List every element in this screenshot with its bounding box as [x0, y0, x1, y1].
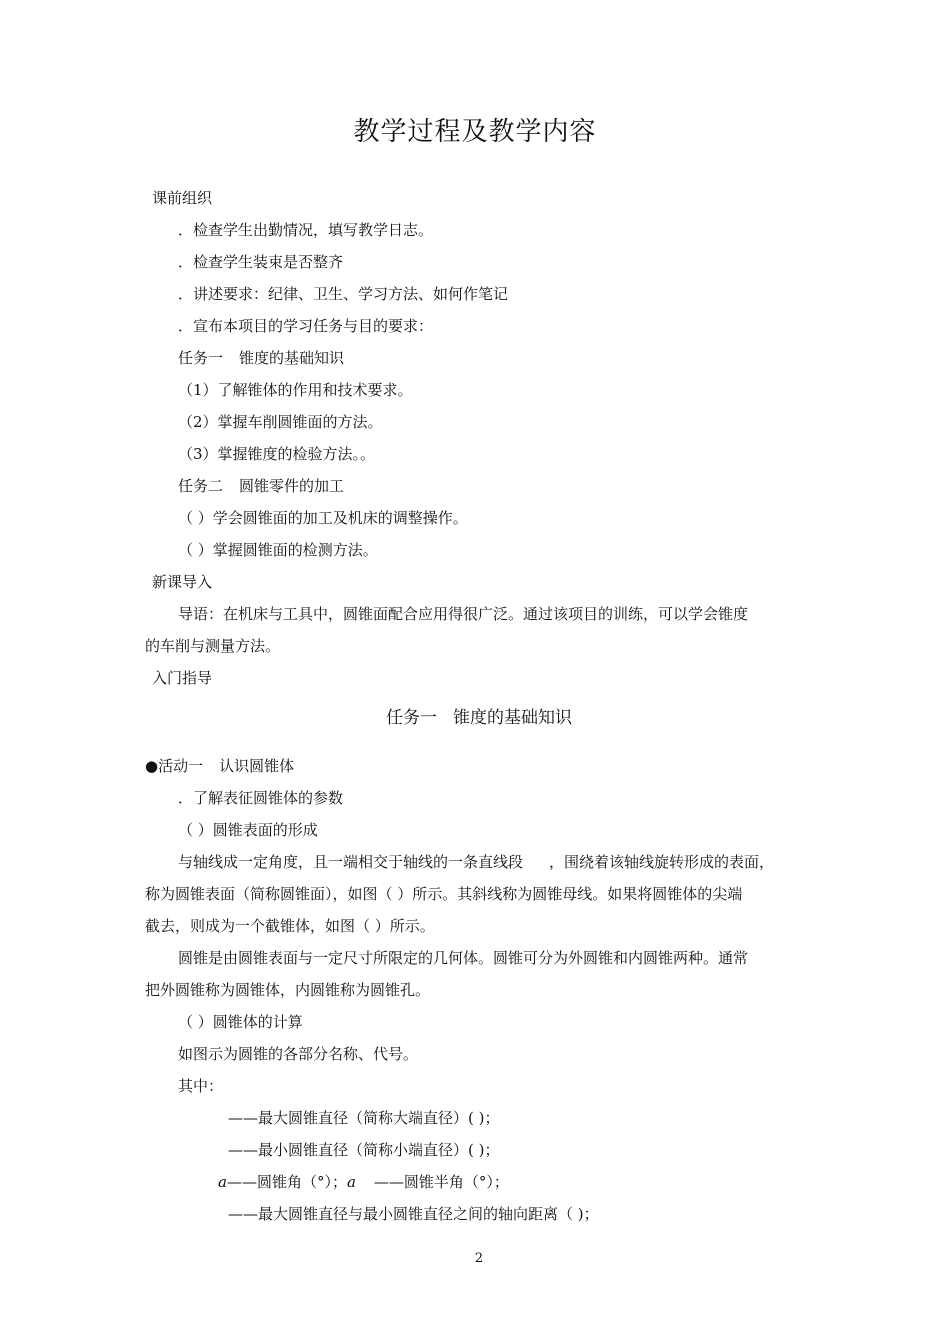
section-heading-new-lesson: 新课导入	[152, 573, 213, 591]
page-title: 教学过程及教学内容	[353, 117, 597, 147]
paragraph-fragment: 与轴线成一定角度，且一端相交于轴线的一条直线段	[178, 853, 524, 871]
task-two-heading	[178, 476, 344, 496]
paragraph-line: 导语：在机床与工具中，圆锥面配合应用得很广泛。通过该项目的训练，可以学会锥度	[178, 605, 749, 623]
activity-heading	[145, 756, 294, 776]
alpha-symbol: a	[218, 1173, 227, 1191]
subtitle-number: 任务一	[386, 708, 437, 728]
definition-line: ——最大圆锥直径（简称大端直径）( )；	[228, 1109, 500, 1127]
activity-name: 认识圆锥体	[219, 757, 295, 775]
list-item: （3）掌握锥度的检验方法。。	[178, 445, 376, 463]
paragraph-line: 把外圆锥称为圆锥体，内圆锥称为圆锥孔。	[145, 981, 431, 999]
list-item: （ ）学会圆锥面的加工及机床的调整操作。	[178, 509, 468, 527]
paragraph-line: 圆锥是由圆锥表面与一定尺寸所限定的几何体。圆锥可分为外圆锥和内圆锥两种。通常	[178, 949, 749, 967]
list-item: （ ）圆锥体的计算	[178, 1013, 303, 1031]
paragraph-line: 截去，则成为一个截锥体，如图（ ）所示。	[145, 917, 435, 935]
paragraph-line: 称为圆锥表面（简称圆锥面），如图（ ）所示。其斜线称为圆锥母线。如果将圆锥体的尖端	[145, 885, 743, 903]
list-item: （2）掌握车削圆锥面的方法。	[178, 413, 383, 431]
list-item: ．讲述要求：纪律、卫生、学习方法、如何作笔记	[178, 285, 509, 303]
paragraph-line: 其中：	[178, 1077, 224, 1095]
paragraph-fragment: ，围绕着该轴线旋转形成的表面，	[549, 853, 775, 871]
list-item: （ ）圆锥表面的形成	[178, 821, 318, 839]
subtitle-name: 锥度的基础知识	[453, 708, 572, 728]
task-one-subtitle	[0, 707, 950, 729]
definition-line: ——最小圆锥直径（简称小端直径）( )；	[228, 1141, 500, 1159]
list-item: ．了解表征圆锥体的参数	[178, 789, 344, 807]
section-heading-pre-class: 课前组织	[152, 189, 213, 207]
task-two-name: 圆锥零件的加工	[239, 477, 345, 495]
definition-fragment: ——圆锥角（°）；	[226, 1173, 347, 1191]
paragraph-line: 的车削与测量方法。	[145, 637, 281, 655]
definition-fragment: ——圆锥半角（°）；	[373, 1173, 509, 1191]
list-item: （1）了解锥体的作用和技术要求。	[178, 381, 413, 399]
activity-number: ●活动一	[145, 757, 204, 775]
task-one-number: 任务一	[178, 349, 224, 367]
list-item: （ ）掌握圆锥面的检测方法。	[178, 541, 378, 559]
section-heading-guide: 入门指导	[152, 669, 213, 687]
definition-line	[218, 1172, 509, 1192]
list-item: ．检查学生装束是否整齐	[178, 253, 344, 271]
definition-line: ——最大圆锥直径与最小圆锥直径之间的轴向距离（ )；	[228, 1205, 599, 1223]
task-two-number: 任务二	[178, 477, 224, 495]
task-one-name: 锥度的基础知识	[239, 349, 345, 367]
paragraph-line: 如图示为圆锥的各部分名称、代号。	[178, 1045, 419, 1063]
list-item: ．宣布本项目的学习任务与目的要求：	[178, 317, 434, 335]
task-one-heading	[178, 348, 344, 368]
page-number: 2	[474, 1251, 484, 1266]
list-item: ．检查学生出勤情况，填写教学日志。	[178, 221, 434, 239]
alpha-symbol: a	[346, 1173, 356, 1191]
paragraph-line	[178, 852, 774, 872]
